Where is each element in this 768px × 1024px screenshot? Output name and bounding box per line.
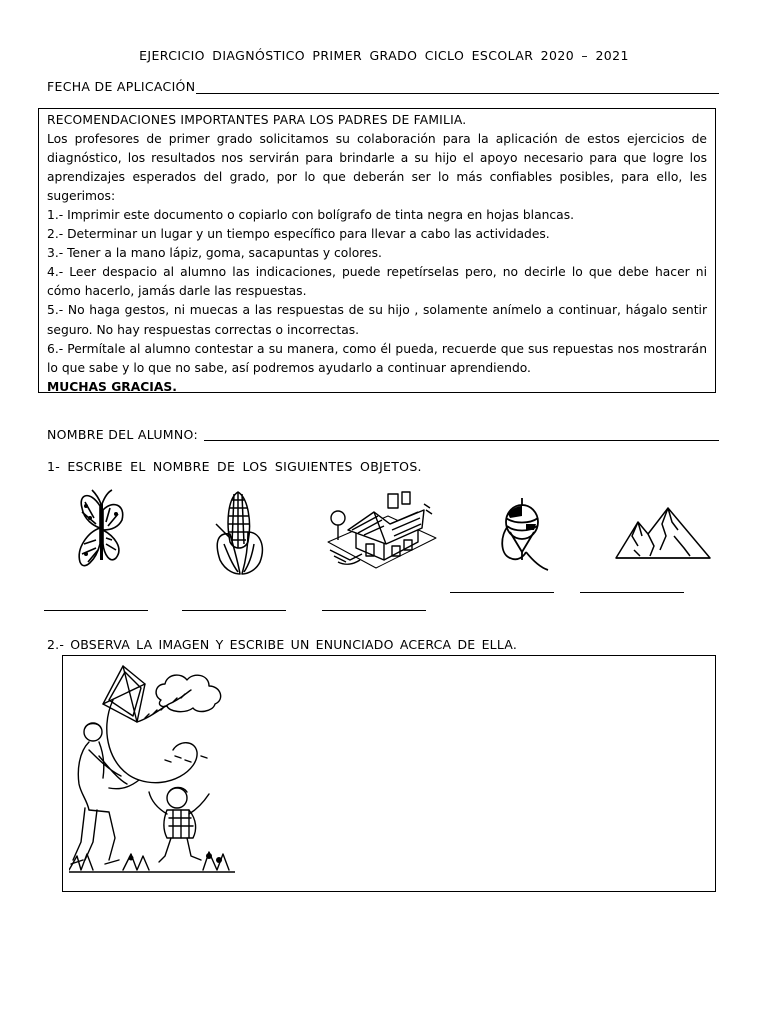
page-title: EJERCICIO DIAGNÓSTICO PRIMER GRADO CICLO ESCOLAR 2020 – 2021	[139, 48, 629, 63]
answer-line-house[interactable]	[322, 610, 426, 611]
recommendation-item-3: 3.- Tener a la mano lápiz, goma, sacapuntas y colores.	[47, 246, 382, 261]
kite-flying-illustration	[69, 660, 235, 876]
house-icon	[326, 490, 438, 572]
mountains-icon	[614, 506, 714, 562]
recommendation-item-1: 1.- Imprimir este documento o copiarlo con bolígrafo de tinta negra en hojas blancas.	[47, 208, 575, 223]
recommendations-box	[38, 108, 716, 393]
recommendations-intro: Los profesores de primer grado solicitamos su colaboración para la aplicación de estos ejercicios de diagnóstico, los resultados nos servirán para brindarle a su hijo el apoyo necesario para que logre los aprendizajes esperados del grado, por lo que deberán ser lo más confiables posibles, para ello, les sugerimos:	[47, 132, 707, 204]
date-answer-line[interactable]	[196, 93, 719, 94]
answer-line-butterfly[interactable]	[44, 610, 148, 611]
butterfly-icon	[72, 488, 132, 573]
recommendation-item-2: 2.- Determinar un lugar y un tiempo específico para llevar a cabo las actividades.	[47, 227, 550, 242]
question-1-prompt: 1- ESCRIBE EL NOMBRE DE LOS SIGUIENTES OBJETOS.	[47, 459, 422, 474]
recommendation-item-5: 5.- No haga gestos, ni muecas a las respuestas de su hijo , solamente anímelo a continuar, hágalo sentir seguro. No hay respuestas correctas o incorrectas.	[47, 303, 707, 337]
sentence-answer-box[interactable]	[62, 655, 716, 892]
thanks-text: MUCHAS GRACIAS.	[47, 379, 177, 394]
student-name-line[interactable]	[204, 440, 719, 441]
recommendations-heading: RECOMENDACIONES IMPORTANTES PARA LOS PADRES DE FAMILIA.	[47, 113, 467, 127]
recommendation-item-6: 6.- Permítale al alumno contestar a su manera, como él pueda, recuerde que sus repuestas nos mostrarán lo que sabe y lo que no sabe, así podremos ayudarlo a continuar aprendiendo.	[47, 341, 707, 375]
answer-line-mountains[interactable]	[580, 592, 684, 593]
student-name-label: NOMBRE DEL ALUMNO:	[47, 427, 198, 442]
recommendation-item-4: 4.- Leer despacio al alumno las indicaciones, puede repetírselas pero, no decirle lo que debe hacer ni cómo hacerlo, jamás darle las respuestas.	[47, 265, 707, 299]
corn-icon	[210, 488, 270, 576]
spinning-top-icon	[496, 496, 552, 572]
answer-line-corn[interactable]	[182, 610, 286, 611]
answer-line-spinning-top[interactable]	[450, 592, 554, 593]
date-label: FECHA DE APLICACIÓN	[47, 79, 196, 94]
question-2-prompt: 2.- OBSERVA LA IMAGEN Y ESCRIBE UN ENUNCIADO ACERCA DE ELLA.	[47, 637, 518, 652]
